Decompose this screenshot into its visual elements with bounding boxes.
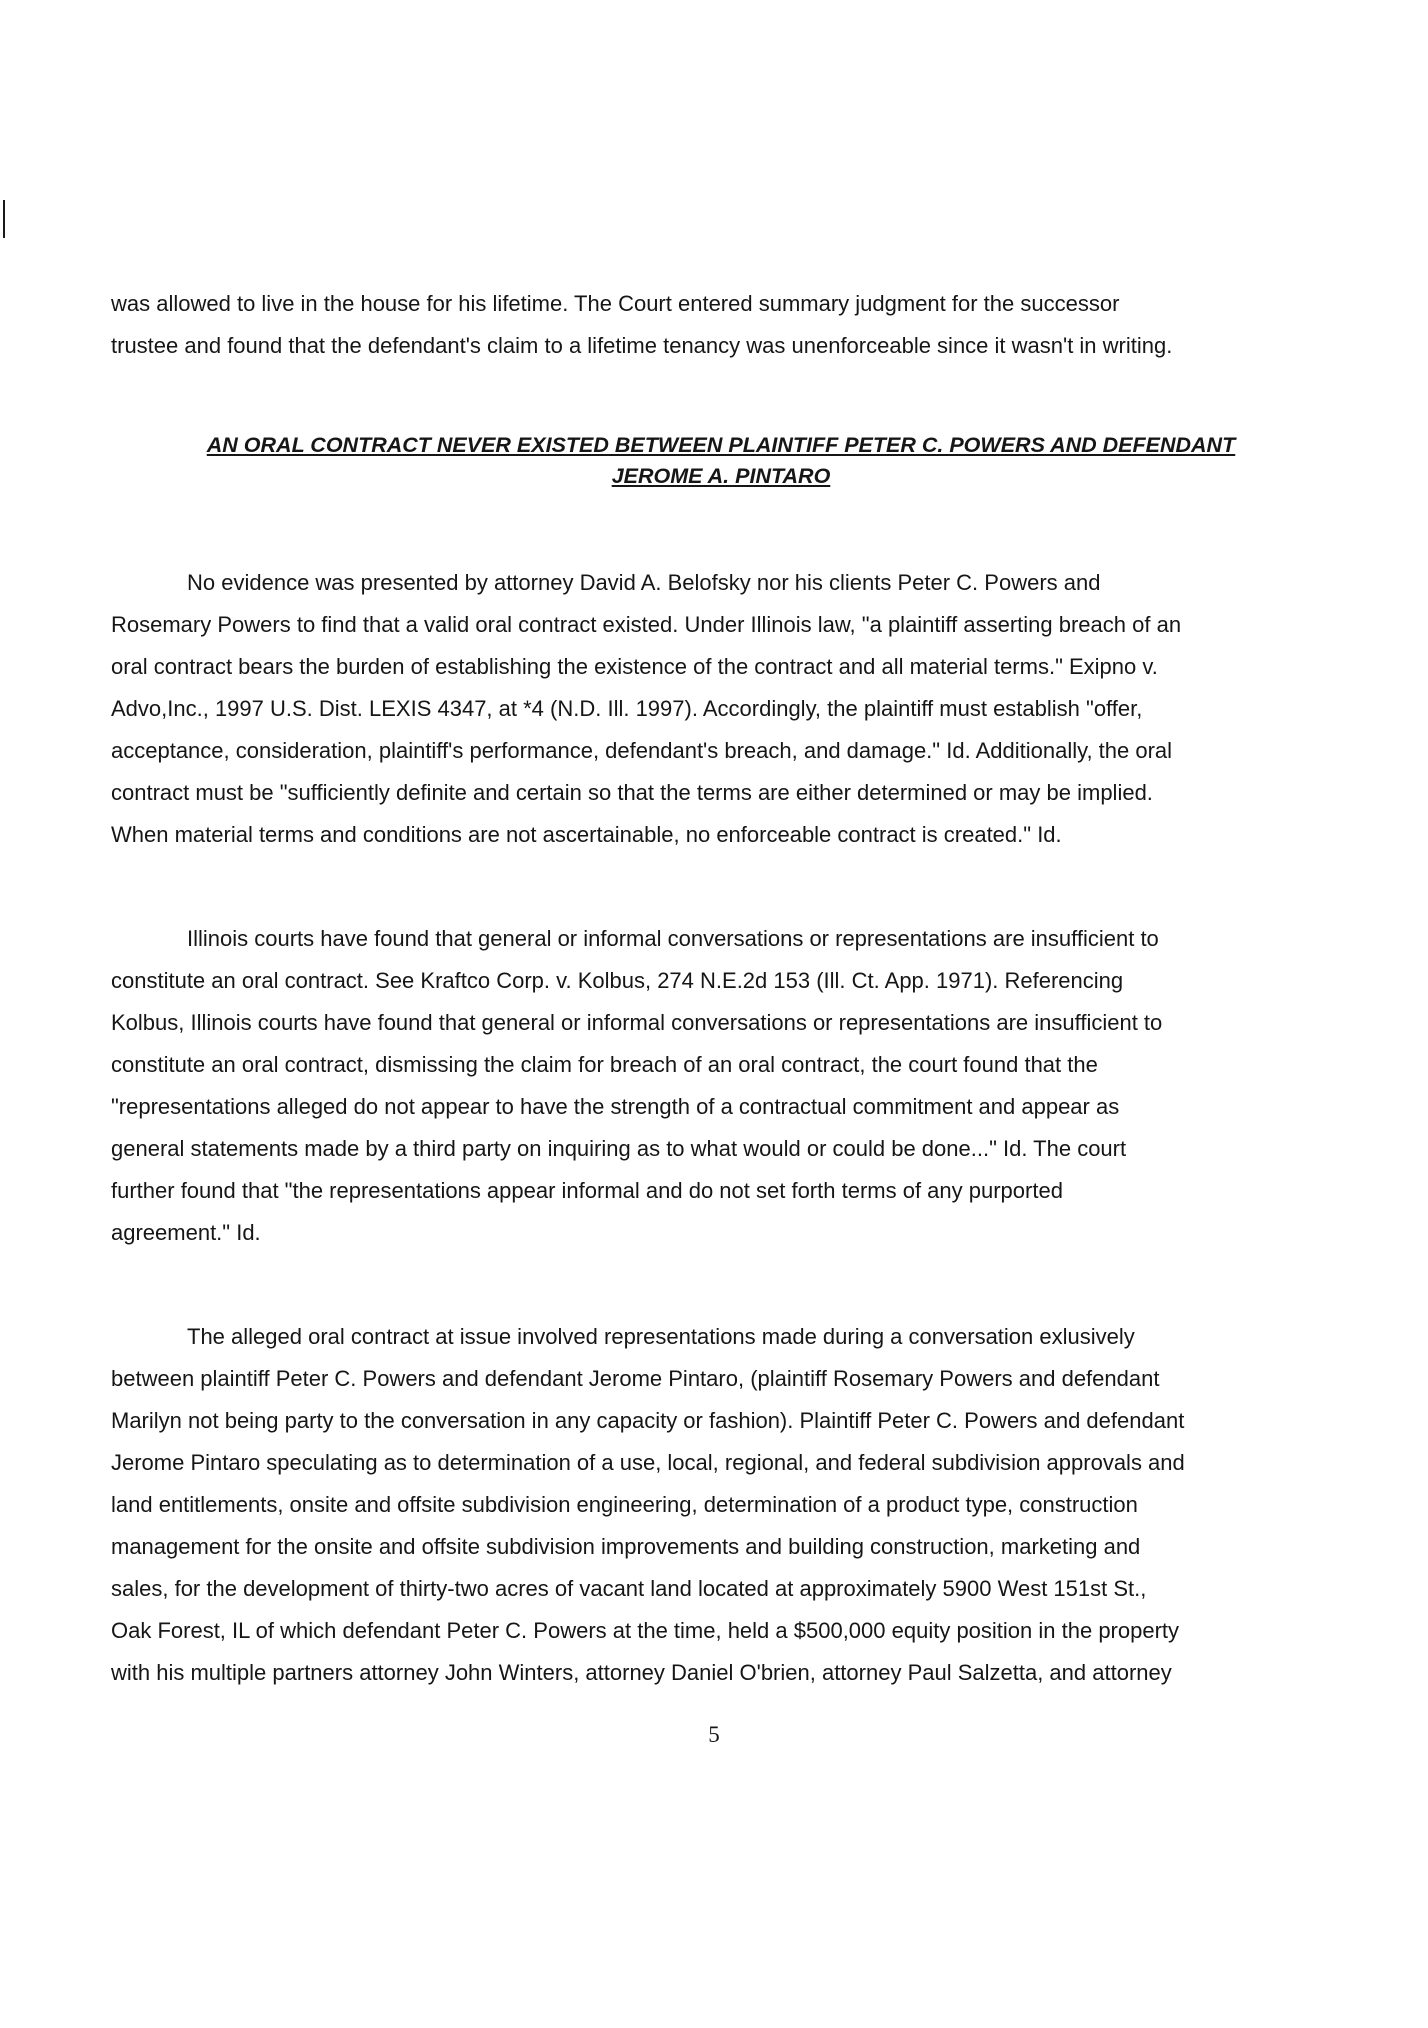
text-line: management for the onsite and offsite subdivision improvements and building construction, marketing and <box>111 1534 1141 1559</box>
heading-line: JEROME A. PINTARO <box>611 464 831 488</box>
paragraph-alleged-contract <box>111 1316 1331 1694</box>
text-line: Kolbus, Illinois courts have found that general or informal conversations or representations are insufficient to <box>111 1010 1163 1035</box>
text-line: Advo,Inc., 1997 U.S. Dist. LEXIS 4347, at *4 (N.D. Ill. 1997). Accordingly, the plaintiff must establish "offer, <box>111 696 1143 721</box>
text-line: Oak Forest, IL of which defendant Peter C. Powers at the time, held a $500,000 equity position in the property <box>111 1618 1180 1643</box>
text-line: acceptance, consideration, plaintiff's performance, defendant's breach, and damage." Id. Additionally, the oral <box>111 738 1173 763</box>
heading-line: AN ORAL CONTRACT NEVER EXISTED BETWEEN PLAINTIFF PETER C. POWERS AND DEFENDANT <box>206 433 1236 457</box>
text-line: further found that "the representations appear informal and do not set forth terms of any purported <box>111 1178 1063 1203</box>
text-line: land entitlements, onsite and offsite subdivision engineering, determination of a product type, construction <box>111 1492 1138 1517</box>
text-line: Illinois courts have found that general or informal conversations or representations are insufficient to <box>187 926 1159 951</box>
text-line: "representations alleged do not appear to have the strength of a contractual commitment and appear as <box>111 1094 1120 1119</box>
intro-paragraph <box>111 283 1331 367</box>
text-line: was allowed to live in the house for his lifetime. The Court entered summary judgment for the successor <box>111 291 1120 316</box>
text-line: with his multiple partners attorney John Winters, attorney Daniel O'brien, attorney Paul Salzetta, and attorney <box>111 1660 1172 1685</box>
text-line: contract must be "sufficiently definite and certain so that the terms are either determined or may be implied. <box>111 780 1153 805</box>
text-line: trustee and found that the defendant's claim to a lifetime tenancy was unenforceable since it wasn't in writing. <box>111 333 1173 358</box>
section-heading <box>111 430 1331 492</box>
paragraph-informal-conversations <box>111 918 1331 1254</box>
text-line: constitute an oral contract. See Kraftco Corp. v. Kolbus, 274 N.E.2d 153 (Ill. Ct. App. 1971). Referencing <box>111 968 1124 993</box>
scan-artifact-mark <box>3 200 5 238</box>
text-line: No evidence was presented by attorney David A. Belofsky nor his clients Peter C. Powers and <box>187 570 1101 595</box>
page-number: 5 <box>708 1722 720 1747</box>
text-line: The alleged oral contract at issue involved representations made during a conversation exlusively <box>187 1324 1135 1349</box>
paragraph-evidence <box>111 562 1331 856</box>
text-line: constitute an oral contract, dismissing the claim for breach of an oral contract, the court found that the <box>111 1052 1098 1077</box>
text-line: general statements made by a third party on inquiring as to what would or could be done..." Id. The court <box>111 1136 1127 1161</box>
text-line: between plaintiff Peter C. Powers and defendant Jerome Pintaro, (plaintiff Rosemary Powers and defendant <box>111 1366 1160 1391</box>
text-line: agreement." Id. <box>111 1220 261 1245</box>
text-line: When material terms and conditions are not ascertainable, no enforceable contract is created." Id. <box>111 822 1062 847</box>
text-line: sales, for the development of thirty-two acres of vacant land located at approximately 5900 West 151st St., <box>111 1576 1147 1601</box>
text-line: oral contract bears the burden of establishing the existence of the contract and all material terms." Exipno v. <box>111 654 1158 679</box>
text-line: Rosemary Powers to find that a valid oral contract existed. Under Illinois law, "a plaintiff asserting breach of an <box>111 612 1182 637</box>
text-line: Jerome Pintaro speculating as to determination of a use, local, regional, and federal subdivision approvals and <box>111 1450 1185 1475</box>
text-line: Marilyn not being party to the conversation in any capacity or fashion). Plaintiff Peter C. Powers and defendant <box>111 1408 1185 1433</box>
